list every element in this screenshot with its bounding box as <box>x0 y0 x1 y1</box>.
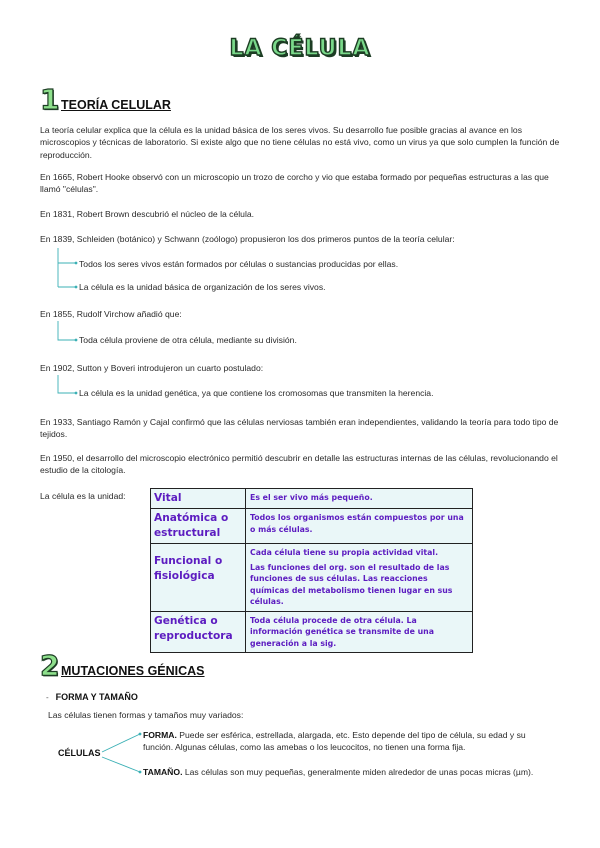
definition-term: TAMAÑO. <box>143 767 183 777</box>
table-key: Funcional o fisiológica <box>151 544 246 612</box>
paragraph-1950: En 1950, el desarrollo del microscopio electrónico permitió descubrir en detalle las estructuras internas de las células, revolucionando el estudio de la citología. <box>40 453 558 476</box>
section-title: MUTACIONES GÉNICAS <box>61 664 205 678</box>
list-item: Todos los seres vivos están formados por células o sustancias producidas por ellas. <box>79 259 399 269</box>
arrow-head-icon <box>75 262 78 265</box>
connector-1855 <box>58 321 75 340</box>
paragraph-intro-forma: Las células tienen formas y tamaños muy variados: <box>48 710 244 720</box>
units-table <box>150 488 473 653</box>
paragraph-intro: La teoría celular explica que la célula es la unidad básica de los seres vivos. Su desarrollo fue posible gracias al avance en los microscopios y técnicas de laboratorio. Si existe algo que no tiene células no está vivo, como un virus ya que solo cumplen la función de reproducción. <box>40 125 560 160</box>
table-row <box>151 509 473 544</box>
table-key: Anatómica o estructural <box>151 509 246 544</box>
definition-forma <box>143 729 553 754</box>
section-heading-teoria <box>40 83 171 116</box>
table-value-line: Cada célula tiene su propia actividad vital. <box>250 548 439 557</box>
subheading-text: FORMA Y TAMAÑO <box>55 692 138 702</box>
section-heading-mutaciones <box>40 649 205 682</box>
connector-forma <box>102 734 140 752</box>
page-title: LA CÉLULA <box>229 36 371 61</box>
paragraph-1831: En 1831, Robert Brown descubrió el núcleo de la célula. <box>40 209 255 219</box>
definition-text: Puede ser esférica, estrellada, alargada, etc. Esto depende del tipo de célula, su edad y su función. Algunas células, como las amebas o los leucocitos, no tienen una forma fija. <box>143 730 526 753</box>
arrow-head-icon <box>139 733 142 736</box>
paragraph-1933: En 1933, Santiago Ramón y Cajal confirmó que las células nerviosas también eran independientes, validando la teoría para todo tipo de tejidos. <box>40 417 559 440</box>
table-value <box>246 509 473 544</box>
table-row <box>151 611 473 653</box>
table-value <box>246 544 473 612</box>
paragraph-1855: En 1855, Rudolf Virchow añadió que: <box>40 309 182 319</box>
connector-tamano <box>102 757 140 772</box>
section-number: 2 <box>40 649 60 682</box>
subheading-forma-tamano <box>46 692 138 702</box>
table-row <box>151 489 473 509</box>
table-value-line: Todos los organismos están compuestos por una o más células. <box>250 513 464 534</box>
table-value <box>246 489 473 509</box>
table-value-line: Es el ser vivo más pequeño. <box>250 493 373 502</box>
paragraph-1902: En 1902, Sutton y Boveri introdujeron un cuarto postulado: <box>40 363 264 373</box>
section-title: TEORÍA CELULAR <box>61 98 171 112</box>
connector-1902 <box>58 375 75 393</box>
arrow-head-icon <box>139 771 142 774</box>
arrow-head-icon <box>75 339 78 342</box>
list-item: La célula es la unidad básica de organización de los seres vivos. <box>79 282 326 292</box>
definition-text: Las células son muy pequeñas, generalmente miden alrededor de unas pocas micras (µm). <box>184 767 534 777</box>
definition-term: FORMA. <box>143 730 177 740</box>
table-key: Genética o reproductora <box>151 611 246 653</box>
cells-label: CÉLULAS <box>58 748 101 758</box>
table-key: Vital <box>151 489 246 509</box>
arrow-head-icon <box>75 286 78 289</box>
unidad-label: La célula es la unidad: <box>40 491 126 501</box>
subheading-marker: - <box>46 693 49 702</box>
paragraph-1839: En 1839, Schleiden (botánico) y Schwann (zoólogo) propusieron los dos primeros puntos de la teoría celular: <box>40 234 455 244</box>
table-value-line: Toda célula procede de otra célula. La información genética se transmite de una generación a la sig. <box>250 615 434 648</box>
connector-1839 <box>58 248 75 287</box>
table-value-line: Las funciones del org. son el resultado de las funciones de sus células. Las reacciones químicas del metabolismo tienen lugar en sus células. <box>250 562 453 606</box>
paragraph-1665: En 1665, Robert Hooke observó con un microscopio un trozo de corcho y vio que estaba formado por pequeñas estructuras a las que llamó "células". <box>40 172 549 195</box>
arrow-head-icon <box>75 392 78 395</box>
list-item: Toda célula proviene de otra célula, mediante su división. <box>79 335 297 345</box>
definition-tamano <box>143 766 553 778</box>
list-item: La célula es la unidad genética, ya que contiene los cromosomas que transmiten la herencia. <box>79 388 434 398</box>
table-value <box>246 611 473 653</box>
table-row <box>151 544 473 612</box>
section-number: 1 <box>40 83 60 116</box>
